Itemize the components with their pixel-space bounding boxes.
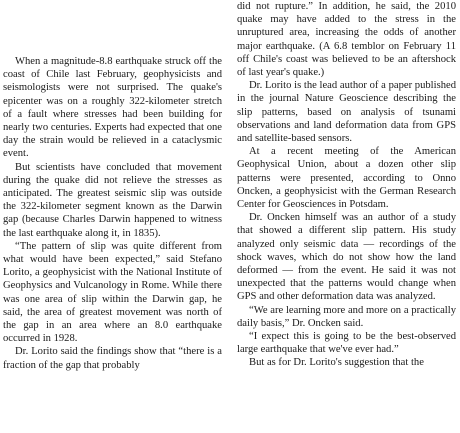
paragraph-4: Dr. Lorito said the findings show that “there is a fraction of the gap that probably xyxy=(3,346,222,371)
paragraph-1: When a magnitude-8.8 earthquake struck off the coast of Chile last February, geophysicists and seismologists were not surprised. The quake's epicenter was on a roughly 322-kilometer stretch of a fault where stresses had been building for nearly two centuries. Experts had expected that one day the strain would be relieved in a cataclysmic event. xyxy=(3,56,222,160)
paragraph-5: Dr. Lorito is the lead author of a paper published in the journal Nature Geoscience describing the slip patterns, based on analysis of tsunami observations and land deformation data from GPS and satellite-based sensors. xyxy=(237,80,456,145)
column-top-space xyxy=(3,0,222,55)
paragraph-6: At a recent meeting of the American Geophysical Union, about a dozen other slip patterns were presented, according to Onno Oncken, a geophysicist with the German Research Center for Geosciences in Potsdam. xyxy=(237,146,456,211)
paragraph-9: “I expect this is going to be the best-observed large earthquake that we've ever had.” xyxy=(237,331,456,356)
left-column xyxy=(3,0,222,433)
paragraph-3: “The pattern of slip was quite different from what would have been expected,” said Stefano Lorito, a geophysicist with the National Institute of Geophysics and Vulcanology in Rome. While there was one area of slip within the Darwin gap, he said, the area of greatest movement was north of the gap in an area where an 8.0 earthquake occurred in 1928. xyxy=(3,240,222,345)
paragraph-8: “We are learning more and more on a practically daily basis,” Dr. Oncken said. xyxy=(237,304,456,329)
paragraph-10: But as for Dr. Lorito's suggestion that the xyxy=(249,357,424,369)
paragraph-7: Dr. Oncken himself was an author of a study that showed a different slip pattern. His study analyzed only seismic data — recordings of the shock waves, which do not show how the land deformed — from the event. He said it was not unexpected that the patterns would change when GPS and other deformation data was analyzed. xyxy=(237,212,456,303)
paragraph-2: But scientists have concluded that movement during the quake did not relieve the stresses as anticipated. The greatest seismic slip was outside the 322-kilometer segment known as the Darwin gap (because Charles Darwin happened to witness the last earthquake along it, in 1835). xyxy=(3,161,222,239)
paragraph-4-continued: did not rupture.” In addition, he said, the 2010 quake may have added to the stress in the unruptured area, increasing the odds of another major earthquake. (A 6.8 temblor on February 11 off Chile's coast was believed to be an aftershock of last year's quake.) xyxy=(237,1,456,79)
right-column xyxy=(237,0,456,433)
